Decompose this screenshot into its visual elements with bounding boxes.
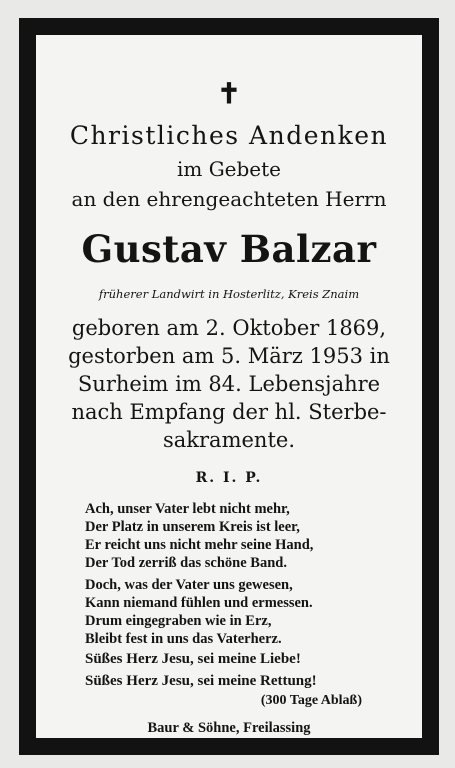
verse-line: Der Platz in unserem Kreis ist leer, xyxy=(85,519,300,535)
dedication-line: an den ehrengeachteten Herrn xyxy=(71,187,387,211)
verse-line: Ach, unser Vater lebt nicht mehr, xyxy=(85,501,290,517)
indulgence-note: (300 Tage Ablaß) xyxy=(260,693,362,708)
card-content xyxy=(36,35,422,738)
bio-line: nach Empfang der hl. Sterbe- xyxy=(71,400,387,424)
verse-line: Drum eingegraben wie in Erz, xyxy=(85,613,272,629)
verse-line: Kann niemand fühlen und ermessen. xyxy=(85,595,313,611)
printer-imprint: Baur & Söhne, Freilassing xyxy=(147,720,311,736)
black-border-frame xyxy=(19,18,439,755)
verse-line: Er reicht uns nicht mehr seine Hand, xyxy=(85,537,314,553)
verse-line: Bleibt fest in uns das Vaterherz. xyxy=(85,631,282,647)
former-occupation: früherer Landwirt in Hosterlitz, Kreis Znaim xyxy=(98,287,360,301)
bio-line: geboren am 2. Oktober 1869, xyxy=(71,316,387,340)
verse-line: Doch, was der Vater uns gewesen, xyxy=(85,577,293,593)
card-heading: Christliches Andenken xyxy=(69,121,389,150)
bio-line: gestorben am 5. März 1953 in xyxy=(68,344,390,368)
prayer-line: Süßes Herz Jesu, sei meine Liebe! xyxy=(85,651,301,667)
prayer-line: Süßes Herz Jesu, sei meine Rettung! xyxy=(85,673,317,689)
verse-line: Der Tod zerriß das schöne Band. xyxy=(85,555,287,571)
bio-line: sakramente. xyxy=(163,428,295,452)
deceased-name: Gustav Balzar xyxy=(81,227,377,271)
bio-line: Surheim im 84. Lebensjahre xyxy=(77,372,381,396)
rip-label: R. I. P. xyxy=(195,470,263,486)
card-subheading: im Gebete xyxy=(176,157,282,181)
cross-icon: ✝ xyxy=(217,77,241,110)
